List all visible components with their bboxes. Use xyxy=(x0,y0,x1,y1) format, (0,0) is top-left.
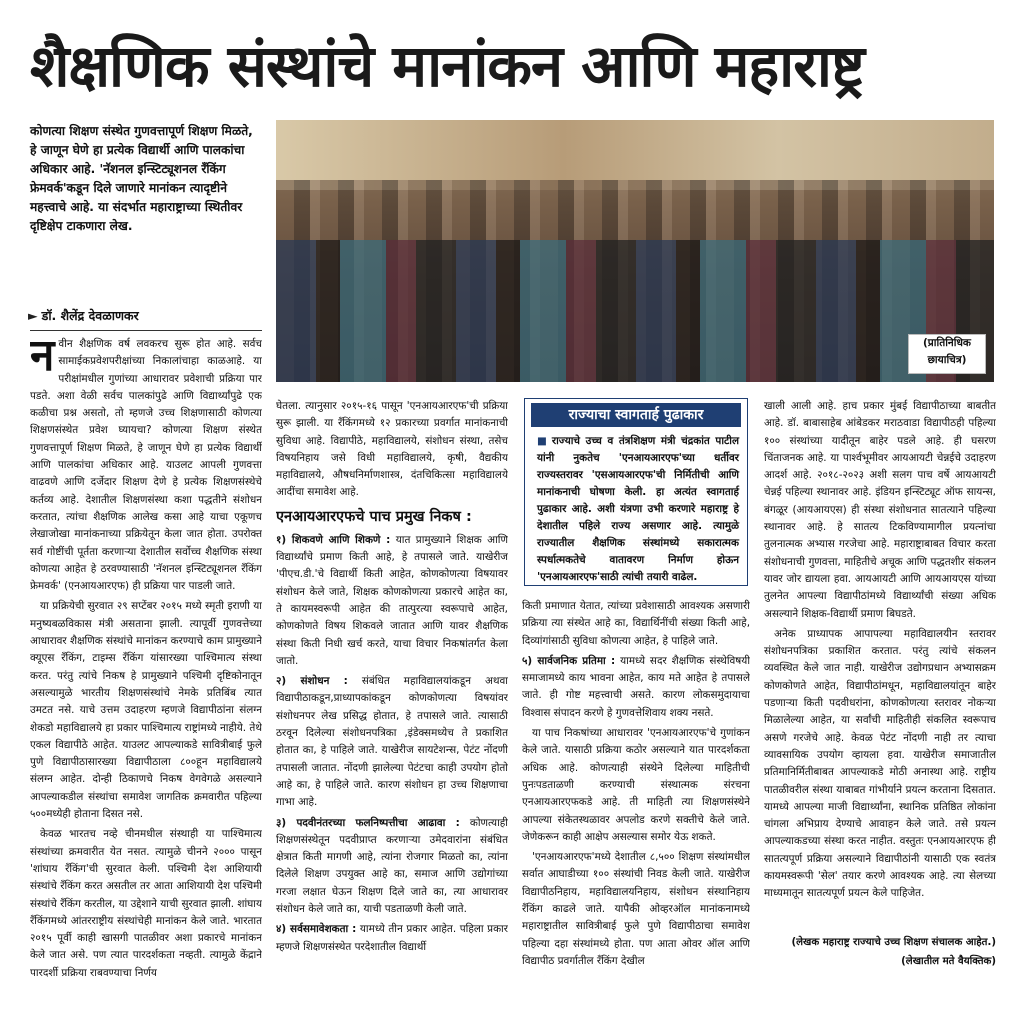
paragraph: या प्रक्रियेची सुरवात २९ सप्टेंबर २०१५ मध्ये स्मृती इराणी या मनुष्यबळविकास मंत्री असताना झाली. त्यापूर्वी गुणवत्तेच्या आधारावर शैक्षणिक संस्थांचे मानांकन करण्याचे काम प्रामुख्याने क्यूएस रँकिंग, टाइम्स रँकिंग यांसारख्या पाश्चिमात्य संस्था करत. परंतु त्यांचे निकष हे प्रामुख्याने पश्चिमी दृष्टिकोनातून असल्यामुळे भारतीय शिक्षणसंस्थांचे नेमके प्रतिबिंब त्यात उमटत नसे. याचे उत्तम उदाहरण म्हणजे विद्यापीठांना संलग्न शेकडो महाविद्यालये हा प्रकार पाश्चिमात्य राष्ट्रांमध्ये नाहीये. तेथे एकल विद्यापीठे आहेत. याउलट आपल्याकडे सावित्रीबाई फुले पुणे विद्यापीठासारख्या विद्यापीठाला ८००हून महाविद्यालये संलग्न आहेत. दोन्ही ठिकाणचे निकष वेगवेगळे असल्याने आपल्याकडील संस्थांचा समावेश जागतिक क्रमवारीत पहिल्या ५००मध्येही होताना दिसत नसे. xyxy=(30,600,262,821)
paragraph: घेतला. त्यानुसार २०१५-१६ पासून 'एनआयआरएफ'ची प्रक्रिया सुरू झाली. या रँकिंगमध्ये १२ प्रकारच्या प्रवर्गात मानांकनाची सुविधा आहे. विद्यापीठे, महाविद्यालये, संशोधन संस्था, तसेच विषयनिहाय जसे विधी महाविद्यालये, कृषी, वैद्यकीय महाविद्यालये, औषधनिर्माणशास्त्र, दंतचिकित्सा महाविद्यालये आदींचा समावेश आहे. xyxy=(276,400,508,499)
article-column-3 xyxy=(522,598,750,990)
paragraph: नवीन शैक्षणिक वर्ष लवकरच सुरू होत आहे. सर्वच सामाईकप्रवेशपरीक्षांच्या निकालांचाहा काळआहे. या परीक्षांमधील गुणांच्या आधारावर प्रवेशाची प्रक्रिया पार पडते. अशा वेळी सर्वच पालकांपुढे आणि विद्यार्थ्यांपुढे एक कळीचा प्रश्न असतो, तो म्हणजे उच्च शिक्षणासाठी कोणत्या शिक्षणसंस्थेत प्रवेश घ्यायचा? कोणत्या शिक्षण संस्थेत गुणवत्तापूर्ण शिक्षण मिळते, हे जाणून घेणे हा प्रत्येक विद्यार्थी आणि पालकांचा अधिकार आहे. याउलट आपली गुणवत्ता वाढवणे आणि दर्जेदार शिक्षण देणे हे प्रत्येक शिक्षणसंस्थेचे कर्तव्य आहे. देशातील शिक्षणसंस्था कशा पद्धतीने संशोधन करतात, त्यांचा शैक्षणिक आलेख कसा आहे याचा एकूणच लेखाजोखा मानांकनाच्या प्रक्रियेतून केला जात होता. उपरोक्त सर्व गोष्टींची पूर्तता करणाऱ्या देशातील सर्वोच्च शैक्षणिक संस्था कोणत्या आहेत हे ठरवण्यासाठी 'नॅशनल इन्स्टिट्यूशनल रँकिंग फ्रेमवर्क' (एनआयआरएफ) ही प्रक्रिया पार पाडली जाते. xyxy=(30,336,262,593)
author-name: डॉ. शैलेंद्र देवळाणकर xyxy=(41,308,139,323)
paragraph: केवळ भारतच नव्हे चीनमधील संस्थाही या पाश्चिमात्य संस्थांच्या क्रमवारीत येत नसत. त्यामुळे चीनने २००० पासून 'शांघाय रँकिंग'ची सुरवात केली. पश्चिमी देश आशियायी संस्थांचे रँकिंग करत असतील तर आता आशियायी देश पश्चिमी संस्थांचे रँकिंग करतील, या उद्देशाने याची सुरवात झाली. शांघाय रँकिंगमध्ये आंतरराष्ट्रीय संस्थांचेही मानांकन केले जाते. भारतात २०१५ पूर्वी काही खासगी पातळीवर अशा प्रकारचे मानांकन केले जात असे. पण त्यात पारदर्शकता नव्हती. त्यामुळे केंद्राने पारदर्शी प्रक्रिया राबवण्याचा निर्णय xyxy=(30,828,262,979)
sidebar-box-title: राज्याचा स्वागतार्ह पुढाकार xyxy=(531,403,741,427)
photo-caption xyxy=(908,334,986,374)
page-title: शैक्षणिक संस्थांचे मानांकन आणि महाराष्ट्र xyxy=(30,32,864,100)
author-note-line1: (लेखक महाराष्ट्र राज्याचे उच्च शिक्षण संचालक आहेत.) xyxy=(791,937,996,948)
author-note xyxy=(760,933,996,973)
article-intro: कोणत्या शिक्षण संस्थेत गुणवत्तापूर्ण शिक्षण मिळते, हे जाणून घेणे हा प्रत्येक विद्यार्थी आणि पालकांचा अधिकार आहे. 'नॅशनल इन्स्टिट्यूशनल रँकिंग फ्रेमवर्क'कडून दिले जाणारे मानांकन त्यादृष्टीने महत्त्वाचे आहे. या संदर्भात महाराष्ट्राच्या स्थितीवर दृष्टिक्षेप टाकणारा लेख. xyxy=(30,124,253,233)
square-bullet-icon: ■ xyxy=(537,435,549,447)
article-column-1 xyxy=(30,336,262,986)
photo-caption-line1: (प्रातिनिधिक xyxy=(923,337,971,349)
divider xyxy=(30,330,262,331)
paragraph: खाली आली आहे. हाच प्रकार मुंबई विद्यापीठाच्या बाबतीत आहे. डॉ. बाबासाहेब आंबेडकर मराठवाडा विद्यापीठही पहिल्या १०० संस्थांच्या यादीतून बाहेर पडले आहे. ही घसरण चिंताजनक आहे. या पार्श्वभूमीवर आयआयटी चेन्नईचे उदाहरण आदर्श आहे. २०१८-२०२३ अशी सलग पाच वर्षे आयआयटी चेन्नई पहिल्या स्थानावर आहे. इंडियन इन्स्टिट्यूट ऑफ सायन्स, बंगळूर (आयआयएस) ही संस्था संशोधनात सातत्याने पहिल्या स्थानावर आहे. हे सातत्य टिकविण्यामागील प्रयत्नांचा तुलनात्मक अभ्यास गरजेचा आहे. महाराष्ट्राबाबत विचार करता संशोधनाची गुणवत्ता, माहितीचे अचूक आणि पद्धतशीर संकलन यावर जोर द्यायला हवा. आयआयटी आणि आयआयएस यांच्या तुलनेत आपल्या विद्यापीठांमध्ये विद्यार्थ्यांची संख्या अधिक असल्याने शिक्षक-विद्यार्थी प्रमाण बिघडते. xyxy=(764,400,996,620)
criterion-item: १) शिकवणे आणि शिकणे : यात प्रामुख्याने शिक्षक आणि विद्यार्थ्यांचे प्रमाण किती आहे, हे तपासले जाते. याखेरीज 'पीएच.डी.'चे विद्यार्थी किती आहेत, कोणकोणत्या विषयावर संशोधन केले जाते, शिक्षक कोणकोणत्या प्रकारचे आहेत का, ते कायमस्वरूपी आहेत की तात्पुरत्या स्वरूपाचे आहेत, कोणकोणते विषय शिकवले जातात आणि यावर शैक्षणिक संस्था किती निधी खर्च करते, याचा विचार निकषांतर्गत केला जातो. xyxy=(276,533,508,667)
photo-students xyxy=(276,240,994,382)
article-column-4 xyxy=(764,398,996,928)
article-photo xyxy=(276,120,994,382)
criterion-item: २) संशोधन : संबंधित महाविद्यालयांकडून अथवा विद्यापीठाकडून,प्राध्यापकांकडून कोणकोणत्या विषयांवर संशोधनपर लेख प्रसिद्ध होतात, हे तपासले जाते. त्यासाठी ठरवून दिलेल्या संशोधनपत्रिका ,इंडेक्समध्येच ते प्रकाशित होतात का, हे पाहिले जाते. याखेरीज सायटेशन्स, पेटंट नोंदणी तपासली जातात. नोंदणी झालेल्या पेटंटचा काही उपयोग होतो आहे का, हे पाहिले जाते. कारण संशोधन हा उच्च शिक्षणाचा गाभा आहे. xyxy=(276,675,508,809)
author-note-line2: (लेखातील मते वैयक्तिक) xyxy=(901,956,996,967)
sidebar-box-body: ■ राज्याचे उच्च व तंत्रशिक्षण मंत्री चंद्रकांत पाटील यांनी नुकतेच 'एनआयआरएफ'च्या धर्तीवर राज्यस्तरावर 'एसआयआरएफ'ची निर्मितीची आणि मानांकनाची घोषणा केली. हा अत्यंत स्वागतार्ह पुढाकार आहे. अशी यंत्रणा उभी करणारे महाराष्ट्र हे देशातील पहिले राज्य असणार आहे. त्यामुळे राज्यातील शैक्षणिक संस्थांमध्ये सकारात्मक स्पर्धात्मकतेचे वातावरण निर्माण होऊन 'एनआयआरएफ'साठी त्यांची तयारी वाढेल. xyxy=(537,435,739,583)
article-column-2 xyxy=(276,398,508,988)
author-byline xyxy=(28,307,268,327)
criterion-item: ३) पदवीनंतरच्या फलनिष्पत्तीचा आढावा : कोणत्याही शिक्षणसंस्थेतून पदवीप्राप्त करणाऱ्या उमेदवारांना संबंधित क्षेत्रात किती मागणी आहे, त्यांना रोजगार मिळतो का, त्यांना दिलेले शिक्षण उपयुक्त आहे का, समाज आणि उद्योगांच्या गरजा लक्षात घेऊन शिक्षण दिले जाते का, त्या आधारावर संशोधन केले जाते का, याची पडताळणी केली जाते. xyxy=(276,816,508,916)
section-heading: एनआयआरएफचे पाच प्रमुख निकष : xyxy=(276,508,472,525)
triangle-bullet-icon: ► xyxy=(28,308,38,323)
paragraph: किती प्रमाणात येतात, त्यांच्या प्रवेशासाठी आवश्यक असणारी प्रक्रिया त्या संस्थेत आहे का, विद्यार्थिनींची संख्या किती आहे, दिव्यांगांसाठी सुविधा कोणत्या आहेत, हे पाहिले जाते. xyxy=(522,600,750,647)
drop-cap: न xyxy=(30,336,55,381)
paragraph: 'एनआयआरएफ'मध्ये देशातील ८,५०० शिक्षण संस्थांमधील सर्वात आघाडीच्या १०० संस्थांची निवड केली जाते. याखेरीज विद्यापीठनिहाय, महाविद्यालयनिहाय, संशोधन संस्थानिहाय रँकिंग काढले जाते. यापैकी ओव्हरऑल मानांकनामध्ये महाराष्ट्रातील सावित्रीबाई फुले पुणे विद्यापीठाचा समावेश पहिल्या दहा संस्थांमध्ये होता. पण आता ओवर ऑल आणि विद्यापीठ प्रवर्गातील रँकिंग देखील xyxy=(522,851,750,967)
criterion-item: ४) सर्वसमावेशकता : यामध्ये तीन प्रकार आहेत. पहिला प्रकार म्हणजे शिक्षणसंस्थेत परदेशातील विद्यार्थी xyxy=(276,923,508,953)
paragraph: अनेक प्राध्यापक आपापल्या महाविद्यालयीन स्तरावर संशोधनपत्रिका प्रकाशित करतात. परंतु त्यांचे संकलन व्यवस्थित केले जात नाही. याखेरीज उद्योगप्रधान अभ्यासक्रम कोणकोणते आहेत, विद्यापीठांमधून, महाविद्यालयांतून बाहेर पडणाऱ्या किती पदवीधरांना, कोणकोणत्या स्तरावर नोकऱ्या मिळालेल्या आहेत, या सर्वांची माहितीही संकलित स्वरूपाच असणे गरजेचे आहे. केवळ पेटंट नोंदणी नाही तर त्याचा व्यावसायिक उपयोग व्हायला हवा. याखेरीज समाजातील प्रतिमानिर्मितीबाबत आपल्याकडे मोठी अनास्था आहे. राष्ट्रीय पातळीवरील संस्था याबाबत गांभीर्याने प्रयत्न करताना दिसतात. यामध्ये आपल्या माजी विद्यार्थ्यांना, स्थानिक प्रतिष्ठित लोकांना चांगला अभिप्राय देण्याचे आवाहन केले जाते. तसे प्रयत्न आपल्याकडच्या संस्था करत नाहीत. वस्तुतः एनआयआरएफ ही सातत्यपूर्ण प्रक्रिया असल्याने विद्यापीठांनी यासाठी एक स्वतंत्र कायमस्वरूपी 'सेल' तयार करणे आवश्यक आहे. त्या सेलच्या माध्यमातून सातत्यपूर्ण प्रयत्न केले पाहिजेत. xyxy=(764,627,996,900)
sidebar-box xyxy=(524,398,748,586)
photo-caption-line2: छायाचित्र) xyxy=(927,354,967,366)
paragraph: या पाच निकषांच्या आधारावर 'एनआयआरएफ'चे गुणांकन केले जाते. यासाठी प्रक्रिया कठोर असल्याने यात पारदर्शकता अधिक आहे. कोणत्याही संस्थेने दिलेल्या माहितीची पुनःपडताळणी करण्याची संस्थात्मक संरचना एनआयआरएफकडे आहे. ती माहिती त्या शिक्षणसंस्थेने आपल्या संकेतस्थळावर अपलोड करणे सक्तीचे केले जाते. जेणेकरून काही आक्षेप असल्यास समोर येऊ शकते. xyxy=(522,727,750,843)
criterion-item: ५) सार्वजनिक प्रतिमा : यामध्ये सदर शैक्षणिक संस्थेविषयी समाजामध्ये काय भावना आहेत, काय मते आहेत हे तपासले जाते. ही गोष्ट महत्त्वाची असते. कारण लोकसमुदायाचा विश्वास संपादन करणे हे गुणवत्तेशिवाय शक्य नसते. xyxy=(522,654,750,719)
